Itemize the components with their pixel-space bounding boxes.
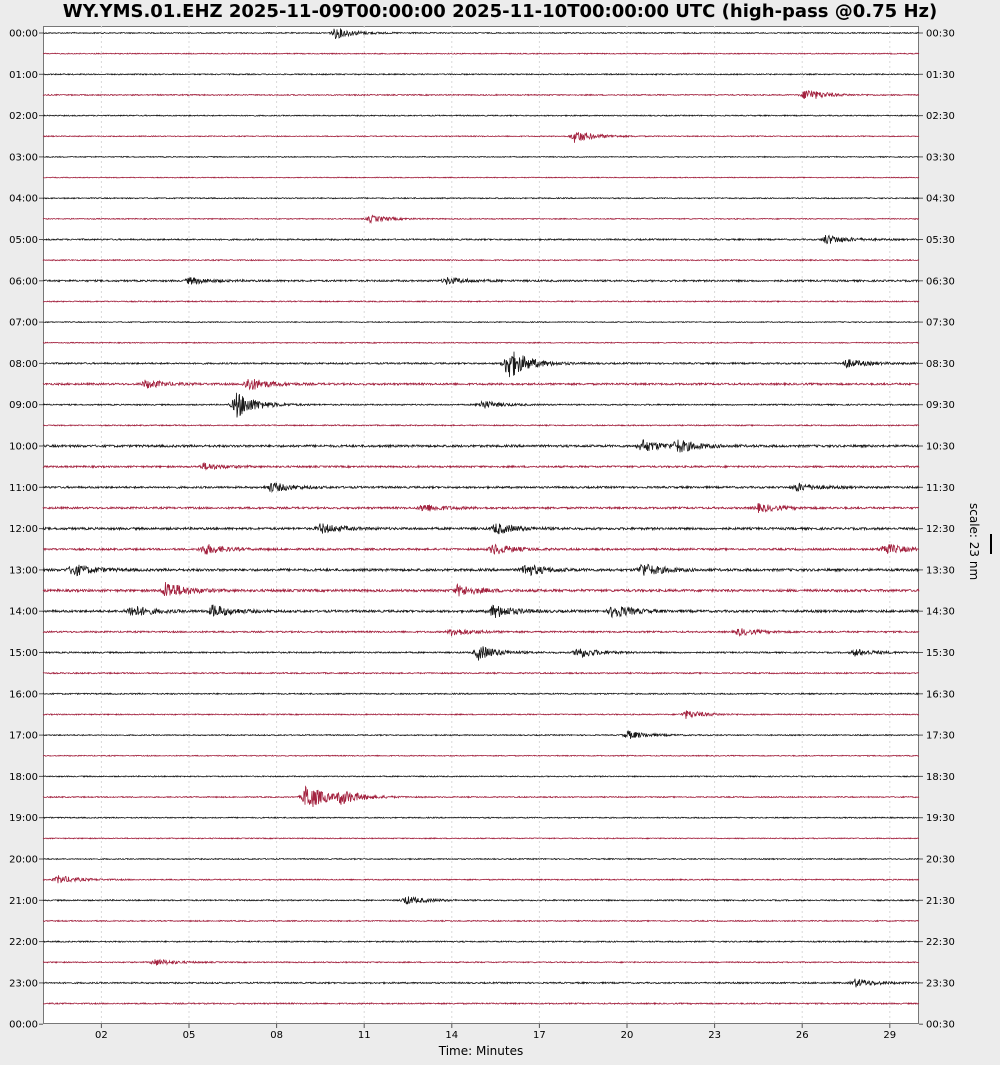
right-tick-label: 22:30	[926, 937, 955, 949]
right-tick-label: 11:30	[926, 482, 955, 494]
trace-1700	[43, 731, 919, 739]
left-tick-label: 15:00	[9, 648, 38, 659]
trace-1930	[43, 838, 919, 839]
right-tick-label: 20:30	[926, 854, 955, 866]
trace-1500	[43, 646, 919, 660]
right-tick-labels	[919, 29, 955, 1031]
right-tick-label: 19:30	[926, 813, 955, 825]
left-tick-label: 22:00	[9, 937, 38, 949]
left-tick-label: 20:00	[9, 854, 38, 866]
right-tick-label: 04:30	[926, 193, 955, 205]
left-tick-label: 06:00	[9, 276, 38, 288]
trace-2300	[43, 979, 919, 988]
trace-0100	[43, 74, 919, 75]
right-tick-label: 15:30	[926, 648, 955, 659]
trace-1200	[43, 524, 919, 535]
scale-label: scale: 23 nm	[967, 503, 981, 581]
trace-2330	[43, 1003, 919, 1004]
right-tick-label: 09:30	[926, 400, 955, 412]
trace-1330	[43, 582, 919, 596]
left-tick-label: 13:00	[9, 565, 38, 577]
right-tick-label: 17:30	[926, 730, 955, 742]
right-tick-label: 00:30	[926, 28, 955, 40]
left-tick-label: 11:00	[9, 482, 38, 494]
trace-0900	[43, 393, 919, 418]
trace-1800	[43, 776, 919, 777]
trace-1030	[43, 463, 919, 470]
trace-0830	[43, 379, 919, 390]
trace-0530	[43, 260, 919, 261]
right-tick-label: 07:30	[926, 317, 955, 329]
left-tick-labels	[9, 29, 43, 1031]
right-tick-label: 01:30	[926, 69, 955, 81]
right-tick-label: 23:30	[926, 978, 955, 990]
trace-1630	[43, 710, 919, 719]
left-tick-label: 23:00	[9, 978, 38, 990]
x-tick-label: 05	[182, 1030, 196, 1041]
left-tick-label: 09:00	[9, 400, 38, 412]
right-tick-label: 05:30	[926, 235, 955, 246]
trace-0700	[43, 322, 919, 323]
right-tick-label: 06:30	[926, 276, 955, 288]
trace-0200	[43, 115, 919, 116]
trace-0230	[43, 133, 919, 143]
trace-0030	[43, 53, 919, 54]
right-tick-label: 00:30	[926, 1019, 955, 1031]
left-tick-label: 19:00	[9, 813, 38, 825]
trace-0930	[43, 425, 919, 426]
trace-1600	[43, 693, 919, 694]
trace-2130	[43, 920, 919, 921]
trace-2200	[43, 941, 919, 942]
x-tick-label: 23	[708, 1030, 721, 1041]
left-tick-label: 14:00	[9, 606, 38, 618]
left-tick-label: 16:00	[9, 689, 38, 701]
right-tick-label: 18:30	[926, 771, 955, 783]
x-tick-label: 02	[95, 1030, 108, 1041]
left-tick-label: 05:00	[9, 235, 38, 246]
scale-indicator	[967, 503, 991, 580]
trace-0000	[43, 28, 919, 39]
left-tick-label: 00:00	[9, 28, 38, 40]
trace-1900	[43, 817, 919, 818]
x-tick-label: 29	[883, 1030, 897, 1041]
trace-0730	[43, 342, 919, 343]
x-tick-label: 14	[445, 1030, 459, 1041]
x-tick-label: 17	[533, 1030, 546, 1041]
trace-0800	[43, 352, 919, 378]
right-tick-label: 08:30	[926, 358, 955, 370]
left-tick-label: 04:00	[9, 193, 38, 205]
right-tick-label: 16:30	[926, 689, 955, 701]
trace-1000	[43, 440, 919, 453]
trace-1530	[43, 673, 919, 674]
x-axis-label: Time: Minutes	[438, 1044, 524, 1058]
left-tick-label: 07:00	[9, 317, 38, 329]
right-tick-label: 21:30	[926, 895, 955, 907]
x-tick-label: 20	[620, 1030, 634, 1041]
right-tick-label: 02:30	[926, 111, 955, 123]
trace-1430	[43, 628, 919, 636]
trace-0600	[43, 277, 919, 284]
trace-0330	[43, 177, 919, 178]
trace-2230	[43, 959, 919, 965]
x-tick-label: 08	[270, 1030, 283, 1041]
trace-0500	[43, 235, 919, 244]
trace-1300	[43, 564, 919, 575]
trace-1230	[43, 544, 919, 554]
left-tick-label: 21:00	[9, 895, 38, 907]
x-tick-label: 11	[357, 1030, 371, 1041]
trace-0630	[43, 301, 919, 302]
traces	[43, 28, 919, 1004]
trace-1100	[43, 483, 919, 492]
trace-0430	[43, 215, 919, 222]
left-tick-label: 08:00	[9, 358, 38, 370]
left-tick-label: 02:00	[9, 111, 38, 123]
left-tick-label: 10:00	[9, 441, 38, 453]
trace-2000	[43, 858, 919, 859]
right-tick-label: 12:30	[926, 524, 955, 536]
chart-title: WY.YMS.01.EHZ 2025-11-09T00:00:00 2025-11-10T00:00:00 UTC (high-pass @0.75 Hz)	[62, 1, 938, 22]
left-tick-label: 17:00	[9, 730, 38, 742]
right-tick-label: 14:30	[926, 606, 955, 618]
right-tick-label: 03:30	[926, 152, 955, 164]
trace-1130	[43, 503, 919, 513]
trace-2100	[43, 896, 919, 904]
right-tick-label: 13:30	[926, 565, 955, 577]
trace-1830	[43, 787, 919, 807]
trace-0300	[43, 156, 919, 157]
right-tick-label: 10:30	[926, 441, 955, 453]
left-tick-label: 18:00	[9, 771, 38, 783]
trace-1730	[43, 755, 919, 756]
left-tick-label: 00:00	[9, 1019, 38, 1031]
left-tick-label: 12:00	[9, 524, 38, 536]
left-tick-label: 03:00	[9, 152, 38, 164]
left-tick-label: 01:00	[9, 69, 38, 81]
trace-2030	[43, 875, 919, 883]
trace-0130	[43, 91, 919, 99]
trace-0400	[43, 198, 919, 199]
x-tick-labels	[95, 1024, 896, 1041]
trace-1400	[43, 605, 919, 618]
x-tick-label: 26	[795, 1030, 809, 1041]
